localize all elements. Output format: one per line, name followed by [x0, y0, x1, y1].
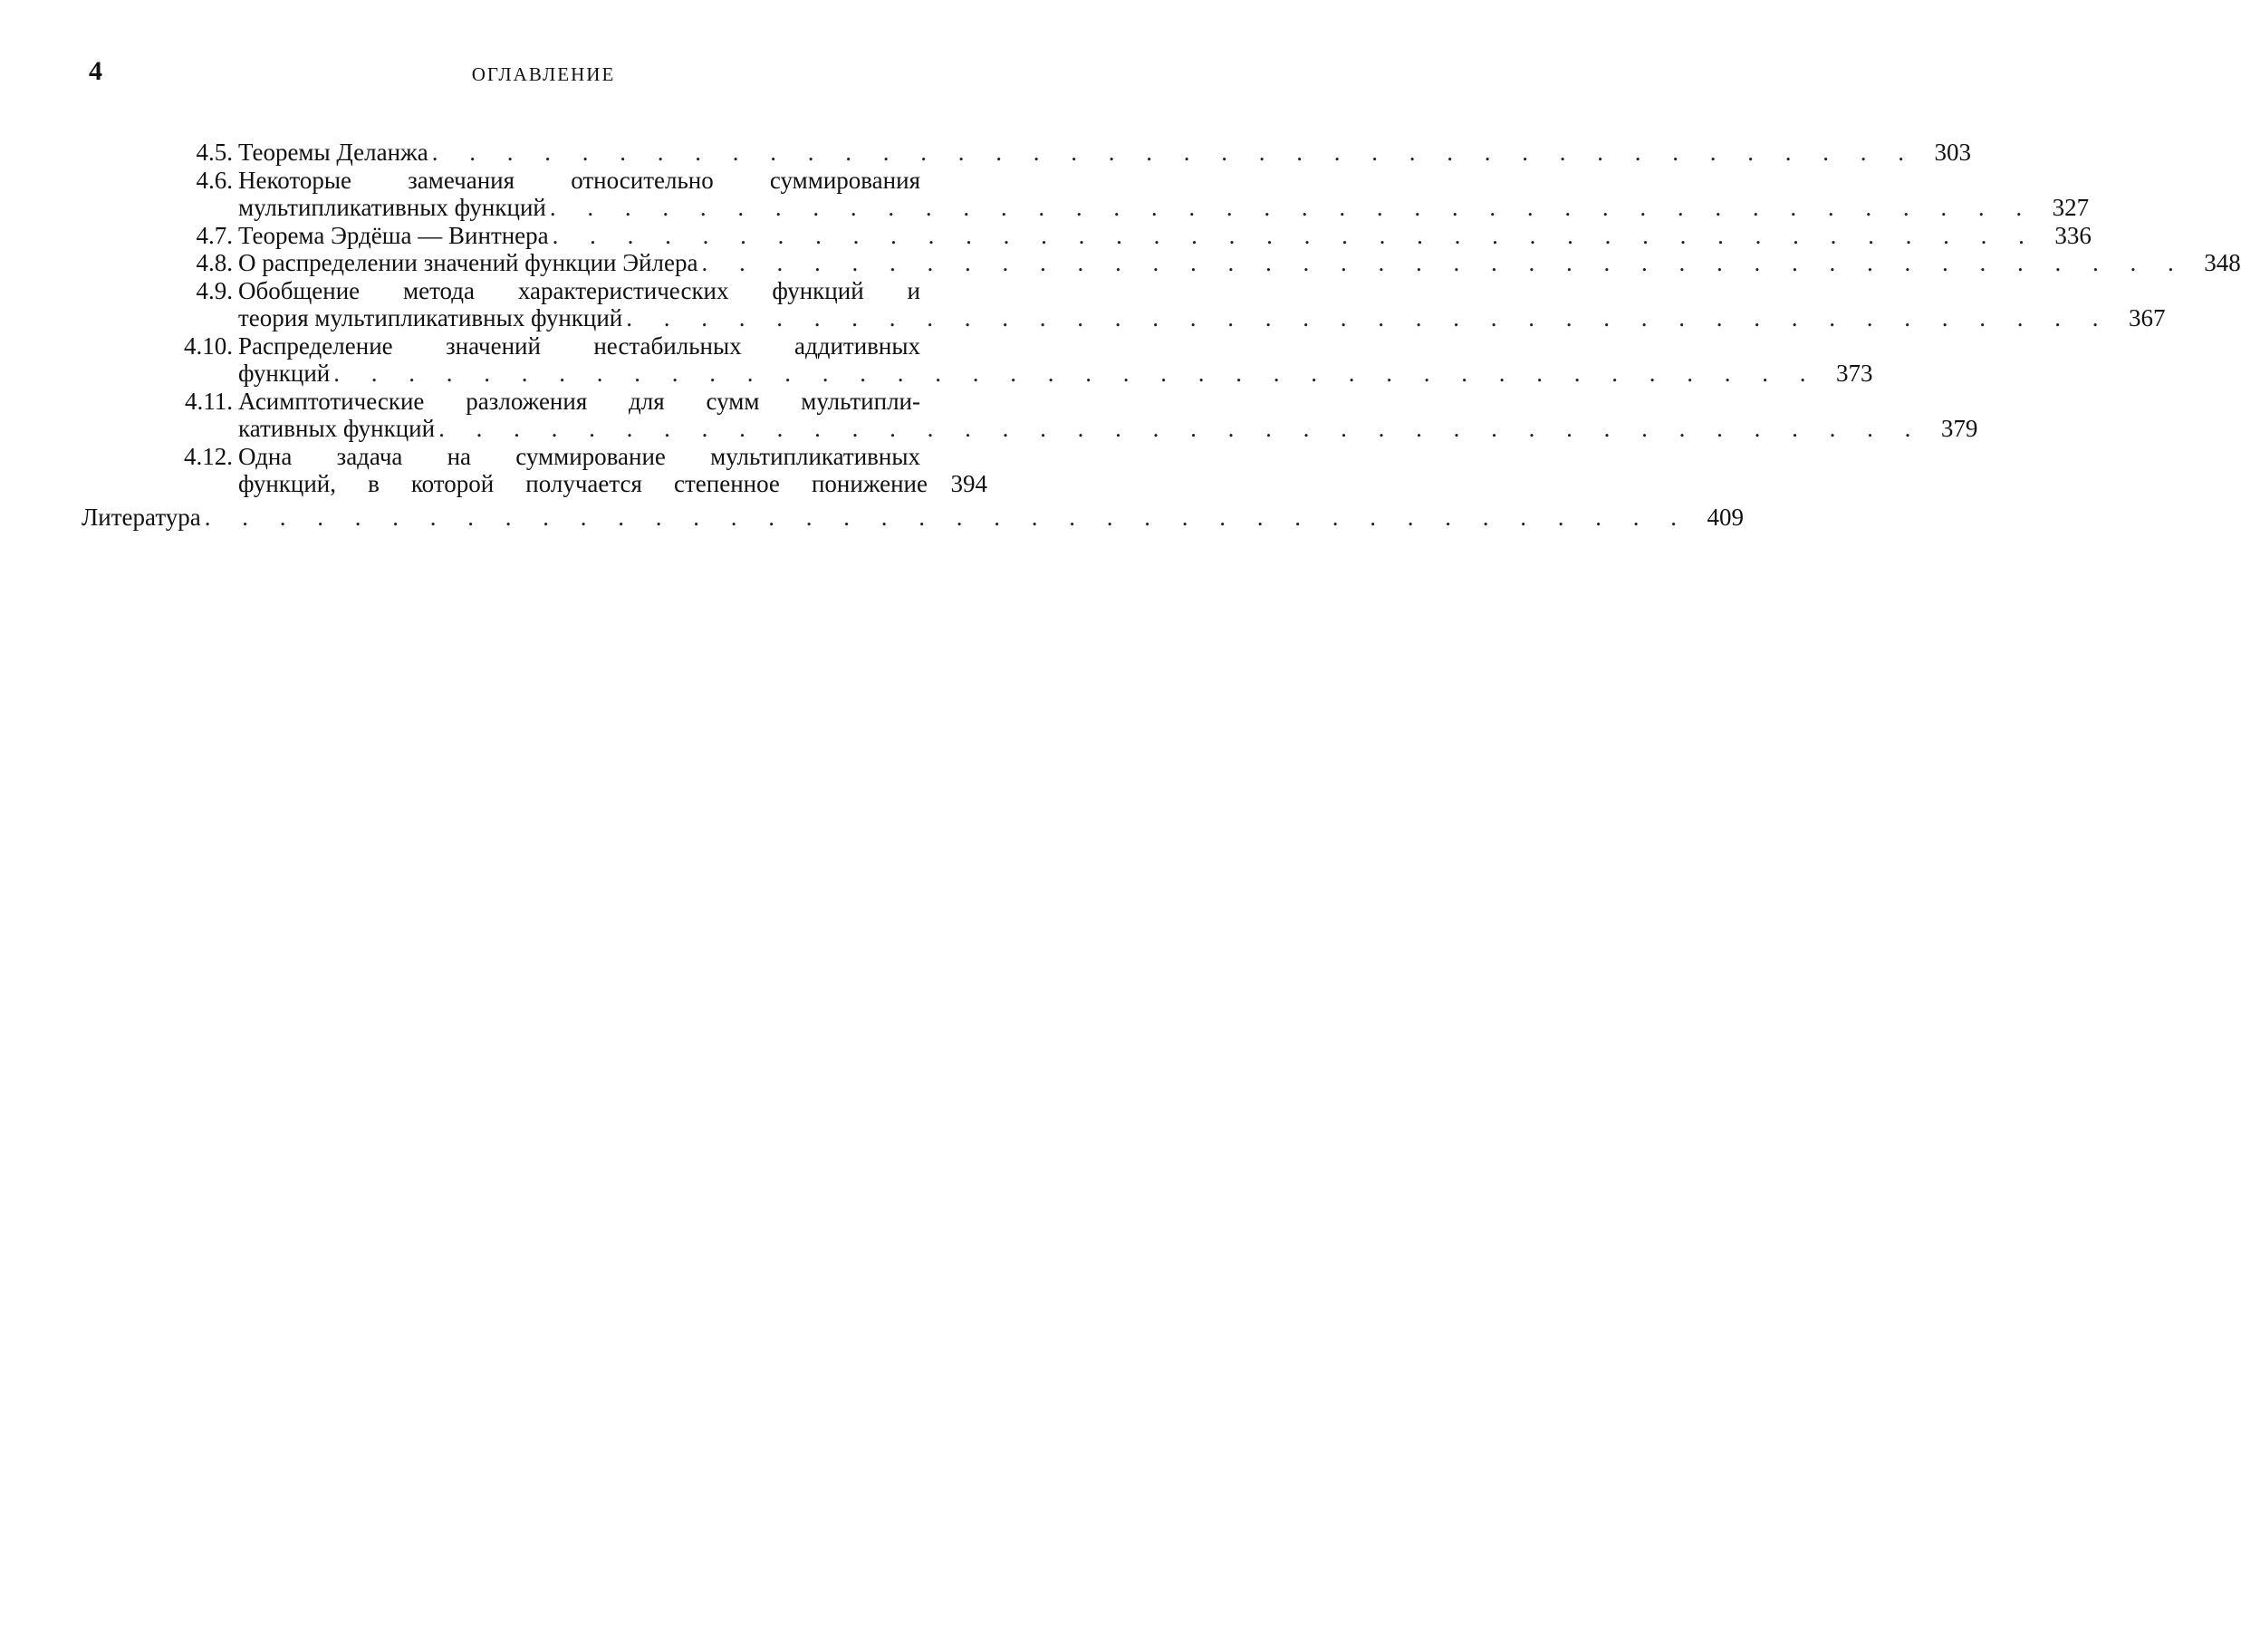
leader-dots: . . . . . . . . . . . . . . . . . . . . . . . . . . . . . . . . . . . . . . . . — [626, 304, 2111, 331]
section-number: 4.12. — [184, 442, 233, 470]
leader-dots: . . . . . . . . . . . . . . . . . . . . . . . . . . . . . . . . . . . . . . . . — [438, 415, 1924, 442]
table-of-contents — [82, 139, 2241, 531]
toc-entry[interactable] — [82, 276, 2166, 332]
section-title-continued: мультипликативных функций — [238, 194, 546, 221]
section-number: 4.10. — [184, 331, 233, 360]
page-ref: 379 — [1940, 415, 1978, 442]
section-title: О распределении значений функции Эйлера — [238, 249, 698, 276]
page-ref: 409 — [1707, 503, 1745, 531]
section-title-continued: функций, в которой получается степенное понижение — [238, 470, 928, 497]
leader-dots: . . . . . . . . . . . . . . . . . . . . . . . . . . . . . . . . . . . . . . . . — [701, 249, 2187, 276]
section-title: Некоторые замечания относительно суммирования — [238, 166, 920, 194]
page-ref: 348 — [2204, 249, 2241, 276]
section-title: Теоремы Деланжа — [238, 139, 428, 166]
page-number: 4 — [89, 56, 102, 86]
toc-entry[interactable] — [82, 443, 987, 498]
toc-entry[interactable] — [82, 249, 2241, 277]
toc-entry[interactable] — [82, 387, 1978, 443]
section-number: 4.9. — [196, 276, 233, 304]
literature-title: Литература — [82, 503, 201, 531]
section-title: Теорема Эрдёша — Винтнера — [238, 221, 549, 249]
section-title: Распределение значений нестабильных аддитивных — [238, 331, 920, 360]
leader-dots: . . . . . . . . . . . . . . . . . . . . . . . . . . . . . . . . . . . . . . . . — [204, 503, 1690, 531]
page-ref: 303 — [1934, 139, 1971, 166]
toc-entry[interactable] — [82, 221, 2092, 250]
section-number: 4.6. — [196, 166, 233, 194]
section-title-continued: теория мультипликативных функций — [238, 304, 623, 331]
section-title: Обобщение метода характеристических функций и — [238, 276, 920, 304]
toc-entry[interactable] — [82, 166, 2090, 222]
running-head: ОГЛАВЛЕНИЕ — [471, 63, 616, 85]
page-ref: 367 — [2129, 304, 2166, 331]
toc-entry[interactable] — [82, 139, 1971, 167]
page-ref: 327 — [2052, 194, 2090, 221]
toc-entry-literature[interactable] — [82, 503, 1745, 532]
section-title: Асимптотические разложения для сумм мультипли- — [238, 387, 920, 415]
leader-dots: . . . . . . . . . . . . . . . . . . . . . . . . . . . . . . . . . . . . . . . . — [333, 360, 1819, 387]
toc-entry[interactable] — [82, 331, 1873, 388]
section-title: Одна задача на суммирование мультипликативных — [238, 442, 920, 470]
leader-dots: . . . . . . . . . . . . . . . . . . . . . . . . . . . . . . . . . . . . . . . . — [549, 194, 2035, 221]
section-number: 4.8. — [196, 249, 233, 276]
section-number: 4.5. — [196, 139, 233, 166]
page-ref: 373 — [1836, 360, 1873, 387]
section-number: 4.7. — [196, 221, 233, 249]
leader-dots: . . . . . . . . . . . . . . . . . . . . . . . . . . . . . . . . . . . . . . . . — [431, 139, 1917, 166]
section-title-continued: кативных функций — [238, 415, 436, 442]
page-ref: 394 — [950, 470, 987, 497]
leader-dots: . . . . . . . . . . . . . . . . . . . . . . . . . . . . . . . . . . . . . . . . — [552, 221, 2037, 249]
page-ref: 336 — [2054, 221, 2092, 249]
section-number: 4.11. — [185, 387, 233, 415]
section-title-continued: функций — [238, 360, 331, 387]
